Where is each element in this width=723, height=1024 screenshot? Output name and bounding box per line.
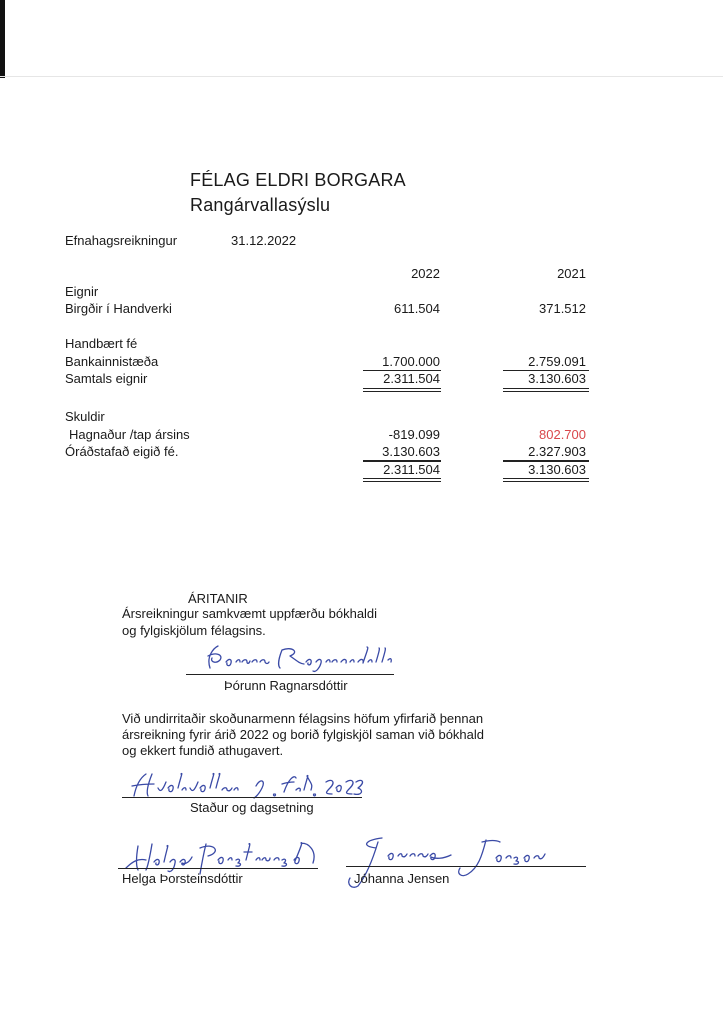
total-assets-2022: 2.311.504	[383, 371, 440, 386]
region-name: Rangárvallasýslu	[190, 195, 331, 215]
auditor-statement-line-2: ársreikning fyrir árið 2022 og borið fylgiskjöl saman við bókhald	[122, 727, 485, 742]
inventory-value-2022: 611.504	[393, 301, 440, 316]
total-assets-label: Samtals eignir	[65, 371, 148, 386]
equity-2022: 3.130.603	[382, 444, 440, 459]
profit-loss-label: Hagnaður /tap ársins	[69, 427, 190, 442]
total-liabilities-double-rule-2022-a	[363, 478, 441, 479]
bank-label: Bankainnistæða	[65, 354, 159, 369]
liabilities-heading: Skuldir	[65, 409, 105, 424]
total-assets-double-rule-2022-b	[363, 391, 441, 392]
org-name: FÉLAG ELDRI BORGARA	[190, 170, 406, 190]
profit-loss-2021: 802.700	[539, 427, 586, 442]
equity-label: Óráðstafað eigið fé.	[65, 444, 179, 459]
total-liabilities-double-rule-2022-b	[363, 481, 441, 482]
total-liabilities-double-rule-2021-b	[503, 481, 589, 482]
endorsement-heading: ÁRITANIR	[188, 591, 248, 606]
total-assets-double-rule-2021-a	[503, 388, 589, 389]
signature-line-johanna	[346, 866, 586, 867]
place-date-line	[122, 797, 362, 798]
cash-heading: Handbært fé	[65, 336, 138, 351]
bank-value-2022: 1.700.000	[382, 354, 440, 369]
signature-line-helga	[118, 868, 318, 869]
statement-title: Efnahagsreikningur	[65, 233, 178, 248]
scan-fold-line	[0, 76, 723, 77]
bank-value-2021: 2.759.091	[528, 354, 586, 369]
profit-loss-2022: -819.099	[388, 427, 440, 442]
total-liabilities-double-rule-2021-a	[503, 478, 589, 479]
signature-thorunn	[196, 642, 396, 674]
equity-2021: 2.327.903	[528, 444, 586, 459]
signature-line-thorunn	[186, 674, 394, 675]
place-date-label: Staður og dagsetning	[190, 800, 314, 815]
endorsement-line-2: og fylgiskjölum félagsins.	[122, 623, 266, 638]
total-liabilities-2021: 3.130.603	[528, 462, 586, 477]
auditor-statement-line-1: Við undirritaðir skoðunarmenn félagsins höfum yfirfarið þennan	[122, 711, 484, 726]
signer-thorunn-name: Þórunn Ragnarsdóttir	[224, 678, 348, 693]
statement-date: 31.12.2022	[231, 233, 297, 248]
column-header-2021: 2021	[557, 266, 586, 281]
inventory-label: Birgðir í Handverki	[65, 301, 172, 316]
endorsement-line-1: Ársreikningur samkvæmt uppfærðu bókhaldi	[122, 606, 378, 621]
inventory-value-2021: 371.512	[539, 301, 586, 316]
total-liabilities-2022: 2.311.504	[383, 462, 440, 477]
total-assets-double-rule-2022-a	[363, 388, 441, 389]
total-assets-double-rule-2021-b	[503, 391, 589, 392]
signer-helga-name: Helga Þorsteinsdóttir	[122, 871, 243, 886]
assets-heading: Eignir	[65, 284, 99, 299]
total-assets-2021: 3.130.603	[528, 371, 586, 386]
column-header-2022: 2022	[411, 266, 440, 281]
auditor-statement-line-3: og ekkert fundið athugavert.	[122, 743, 284, 758]
signer-johanna-name: Jóhanna Jensen	[354, 871, 450, 886]
scan-edge-mark	[0, 0, 5, 78]
